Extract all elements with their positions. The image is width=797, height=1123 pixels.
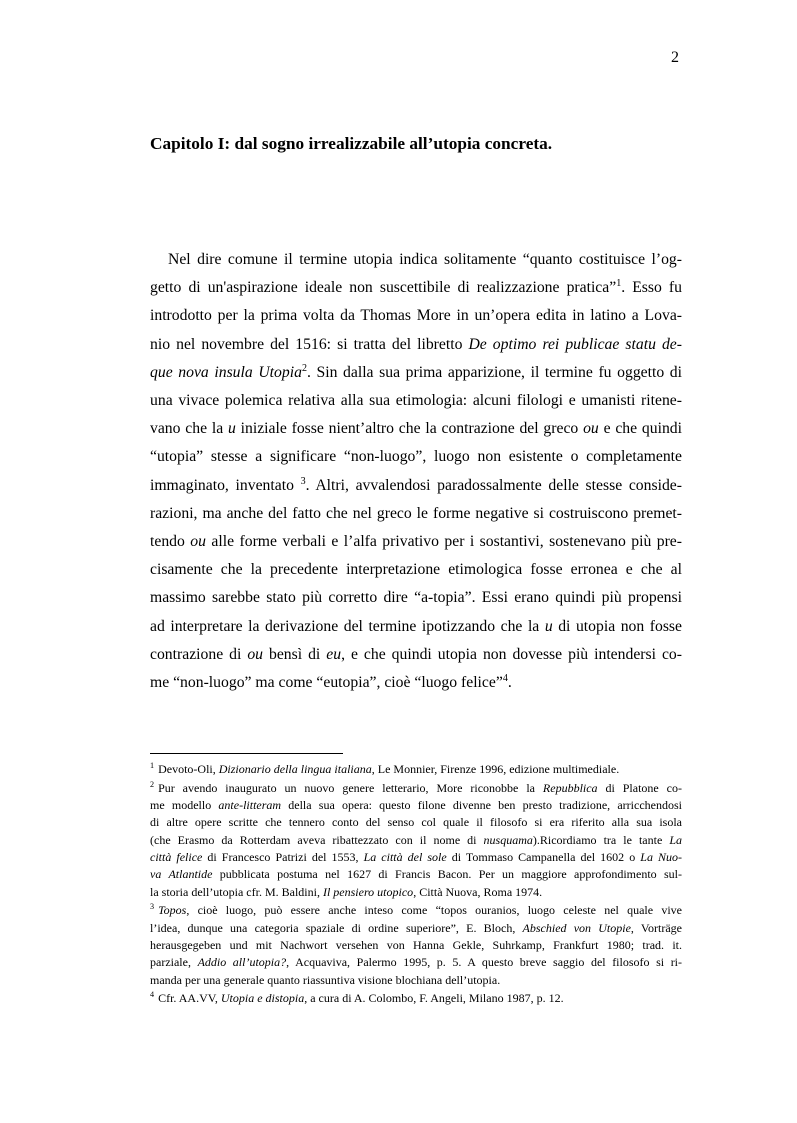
text-run: la storia dell’utopia cfr. M. Baldini, (150, 884, 323, 899)
text-run: herausgegeben und mit Nachwort versehen von Hanna Gekle, Suhrkamp, Frankfurt 1980; trad. it. (150, 937, 682, 952)
italic-text: La (669, 832, 682, 847)
footnote-2 (150, 780, 682, 901)
footnote-3 (150, 902, 682, 988)
text-run: di Francesco Patrizi del 1553, (202, 849, 364, 864)
text-run: “utopia” stesse a significare “non-luogo”, luogo non esistente o completamente (150, 448, 682, 466)
text-run: contrazione di (150, 645, 248, 663)
italic-text: De optimo rei publicae statu de- (468, 335, 682, 353)
text-line (150, 528, 682, 556)
text-run: introdotto per la prima volta da Thomas More in un’opera edita in latino a Lova- (150, 307, 682, 325)
text-run: di utopia non fosse (552, 617, 683, 635)
text-line (150, 500, 682, 528)
italic-text: Dizionario della lingua italiana (218, 762, 372, 776)
footnote-line (150, 849, 682, 866)
text-run: razioni, ma anche del fatto che nel greco le forme negative si costruiscono premet- (150, 504, 682, 522)
italic-text: ou (583, 420, 599, 438)
footnote-line (150, 920, 682, 937)
text-run: l’idea, dunque una categoria spaziale di ordine superiore”, E. Bloch, (150, 920, 523, 935)
text-run: Pur avendo inaugurato un nuovo genere letterario, More riconobbe la (158, 780, 543, 795)
text-line (150, 641, 682, 669)
italic-text: Repubblica (542, 780, 598, 795)
text-run: cisamente che la precedente interpretazione etimologica fosse erronea e che al (150, 561, 682, 579)
text-run: , e che quindi utopia non dovesse più intendersi co- (341, 645, 682, 663)
italic-text: ante-litteram (218, 798, 282, 813)
text-line (150, 443, 682, 471)
text-run: (che Erasmo da Rotterdam aveva ribattezzato con il nome di (150, 832, 484, 847)
footnote-line (150, 780, 682, 797)
text-line (150, 669, 682, 697)
text-run: di Platone co- (597, 780, 682, 795)
text-run: pubblicata postuma nel 1627 di Francis Bacon. Per un maggiore approfondimento sul- (212, 867, 682, 882)
text-run: vano che la (150, 420, 228, 438)
footnote-line (150, 990, 682, 1007)
text-run: . Sin dalla sua prima apparizione, il termine fu oggetto di (306, 363, 683, 381)
text-run: di altre opere scritte che tennero conto del senso col quale il filosofo si era riferito alla sua isola (150, 815, 682, 830)
italic-text: que nova insula Utopia (150, 363, 302, 381)
text-run: , Le Monnier, Firenze 1996, edizione multimediale. (371, 762, 620, 776)
text-run: nio nel novembre del 1516: si tratta del libretto (150, 335, 469, 353)
text-run: manda per una generale quanto riassuntiva visione blochiana dell’utopia. (150, 972, 501, 987)
text-line (150, 613, 682, 641)
text-line (150, 472, 682, 500)
footnotes (150, 761, 682, 1008)
text-line (150, 556, 682, 584)
footnote-marker: 3 (150, 902, 155, 912)
text-run: . Altri, avvalendosi paradossalmente delle stesse conside- (305, 476, 682, 494)
text-run: iniziale fosse nient’altro che la contrazione del greco (235, 420, 584, 438)
footnote-line (150, 902, 682, 919)
text-line (150, 415, 682, 443)
chapter-title: Capitolo I: dal sogno irrealizzabile all’utopia concreta. (150, 134, 553, 153)
text-run: ad interpretare la derivazione del termine ipotizzando che la (150, 617, 545, 635)
footnote-line (150, 884, 682, 901)
text-run: me “non-luogo” ma come “eutopia”, cioè “luogo felice” (150, 674, 503, 692)
italic-text: La Nuo- (640, 849, 682, 864)
footnote-line (150, 832, 682, 849)
footnote-line (150, 866, 682, 883)
text-run: , a cura di A. Colombo, F. Angeli, Milano 1987, p. 12. (304, 991, 564, 1006)
text-run: Nel dire comune il termine utopia indica solitamente “quanto costituisce l’og- (168, 251, 682, 268)
footnote-reference: 1 (616, 277, 622, 289)
italic-text: Abschied von Utopie (522, 920, 631, 935)
footnote-1 (150, 761, 682, 778)
italic-text: u (228, 420, 236, 438)
footnote-reference: 4 (502, 672, 508, 684)
footnote-marker: 1 (150, 761, 155, 770)
text-run: , cioè luogo, può essere anche inteso come “topos ouranios, luogo celeste nel quale vive (186, 903, 682, 918)
text-run: Cfr. AA.VV, (158, 991, 221, 1006)
text-line (150, 246, 682, 274)
footnote-line (150, 972, 682, 989)
italic-text: Addio all’utopia? (197, 955, 287, 970)
footnote-reference: 2 (301, 362, 307, 374)
footnote-marker: 4 (150, 990, 155, 1000)
text-run: Devoto-Oli, (158, 762, 219, 776)
text-run: getto di un'aspirazione ideale non suscettibile di realizzazione pratica” (150, 279, 617, 297)
footnote-4 (150, 990, 682, 1007)
italic-text: eu (326, 645, 342, 663)
italic-text: La città del sole (363, 849, 447, 864)
footnote-line (150, 954, 682, 971)
italic-text: u (544, 617, 553, 635)
text-run: alle forme verbali e l’alfa privativo per i sostantivi, sostenevano più pre- (205, 533, 682, 551)
body-text (150, 246, 682, 697)
text-line (150, 359, 682, 387)
footnote-line (150, 937, 682, 954)
text-run: . Esso fu (621, 279, 682, 297)
text-line (150, 584, 682, 612)
italic-text: ou (190, 533, 206, 551)
text-run: parziale, (150, 955, 198, 970)
text-line (150, 331, 682, 359)
text-run: di Tommaso Campanella del 1602 o (446, 849, 641, 864)
text-run: una vivace polemica relativa alla sua etimologia: alcuni filologi e umanisti ritene- (150, 392, 682, 410)
footnote-marker: 2 (150, 779, 155, 789)
italic-text: Il pensiero utopico (322, 884, 414, 899)
text-run: me modello (150, 798, 219, 813)
footnote-line (150, 797, 682, 814)
text-line (150, 302, 682, 330)
text-run: immaginato, inventato (150, 476, 301, 494)
text-run: . (507, 674, 512, 692)
italic-text: città felice (150, 849, 203, 864)
page-number: 2 (671, 49, 679, 66)
italic-text: Topos (158, 903, 187, 918)
italic-text: Utopia e distopia (220, 991, 305, 1006)
text-run: della sua opera: questo filone divenne ben presto tradizione, arricchendosi (281, 798, 682, 813)
text-run: , Vorträge (630, 920, 682, 935)
text-run: e che quindi (598, 420, 682, 438)
footnote-separator (150, 753, 343, 754)
text-run: massimo sarebbe stato più corretto dire “a-topia”. Essi erano quindi più propensi (150, 589, 682, 607)
text-line (150, 274, 682, 302)
footnote-line (150, 761, 682, 778)
italic-text: nusquama (483, 832, 533, 847)
italic-text: va Atlantide (150, 867, 213, 882)
text-line (150, 387, 682, 415)
footnote-reference: 3 (300, 475, 306, 487)
footnote-line (150, 814, 682, 831)
text-run: , Città Nuova, Roma 1974. (413, 884, 543, 899)
text-run: tendo (150, 533, 191, 551)
italic-text: ou (247, 645, 264, 663)
text-run: bensì di (263, 645, 327, 663)
text-run: ).Ricordiamo tra le tante (532, 832, 670, 847)
text-run: , Acquaviva, Palermo 1995, p. 5. A questo breve saggio del filosofo si ri- (286, 955, 683, 970)
paragraph (150, 246, 682, 697)
